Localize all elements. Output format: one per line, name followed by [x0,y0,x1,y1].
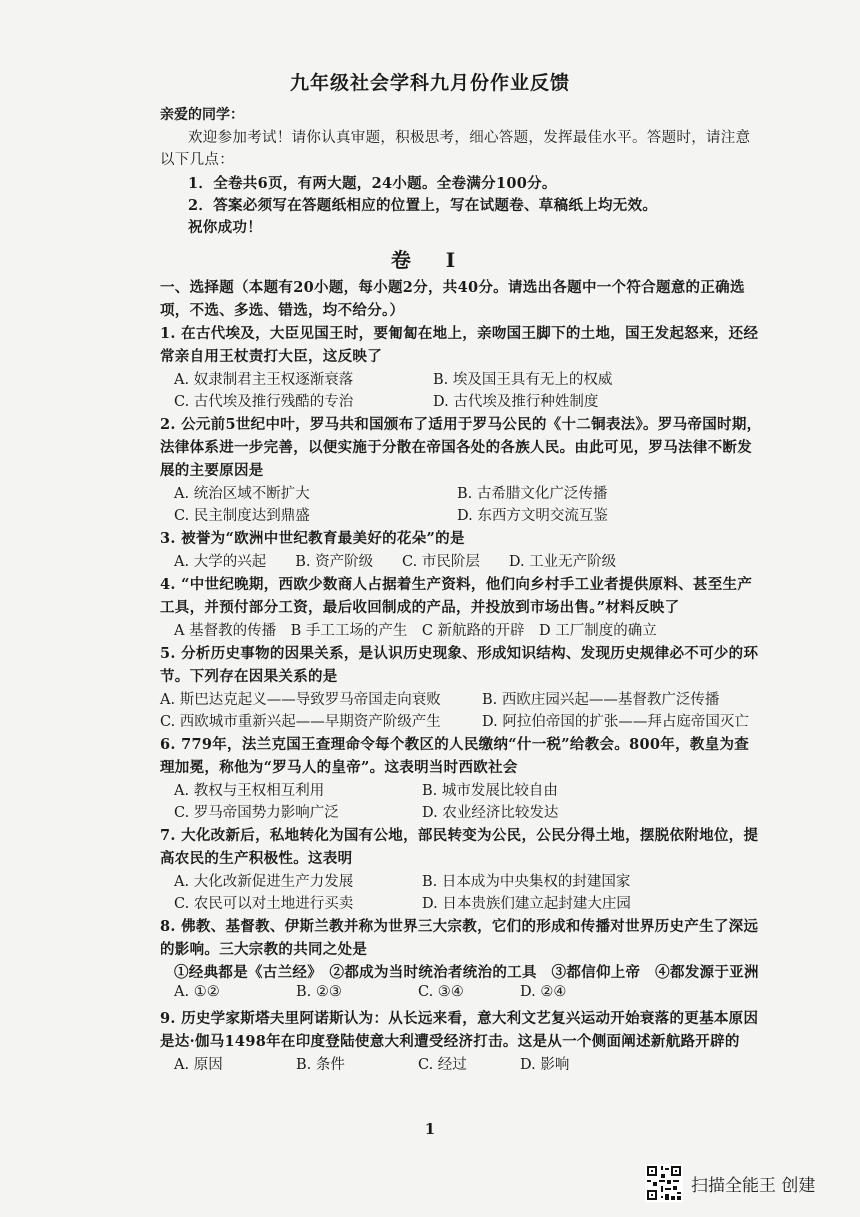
note-2: 2．答案必须写在答题纸相应的位置上，写在试题卷、草稿纸上均无效。 [188,197,658,214]
q7-option-a: A. 大化改新促进生产力发展 [174,874,354,890]
qr-code-icon [645,1164,683,1202]
q6-option-a: A. 教权与王权相互利用 [174,783,325,799]
q7-option-b: B. 日本成为中央集权的封建国家 [422,874,631,890]
q5-option-b: B. 西欧庄园兴起——基督教广泛传播 [482,692,720,708]
q6-option-b: B. 城市发展比较自由 [422,783,558,799]
question-2-line-2: 法律体系进一步完善，以便实施于分散在帝国各处的各族人民。由此可见，罗马法律不断发 [160,439,752,456]
question-9-line-2: 是达·伽马1498年在印度登陆使意大利遭受经济打击。这是从一个侧面阐述新航路开辟的 [160,1033,740,1050]
q2-option-d: D. 东西方文明交流互鉴 [457,508,608,524]
wish: 祝你成功！ [188,219,262,236]
q9-option-b: B. 条件 [296,1057,345,1073]
question-9-line-1: 9. 历史学家斯塔夫里阿诺斯认为：从长远来看，意大利文艺复兴运动开始衰落的更基本原因 [160,1010,759,1027]
question-5-line-2: 节。下列存在因果关系的是 [160,668,338,685]
question-8-line-2: 的影响。三大宗教的共同之处是 [160,941,368,958]
question-8-statements: ①经典都是《古兰经》 ②都成为当时统治者统治的工具 ③都信仰上帝 ④都发源于亚洲 [174,964,759,981]
q6-option-c: C. 罗马帝国势力影响广泛 [174,805,339,821]
page-title: 九年级社会学科九月份作业反馈 [289,72,570,94]
question-3-line-1: 3. 被誉为“欧洲中世纪教育最美好的花朵”的是 [160,530,465,547]
q3-options: A. 大学的兴起 B. 资产阶级 C. 市民阶层 D. 工业无产阶级 [174,554,617,570]
q4-options: A 基督教的传播 B 手工工场的产生 C 新航路的开辟 D 工厂制度的确立 [174,623,657,639]
q9-option-d: D. 影响 [520,1057,570,1073]
q7-option-c: C. 农民可以对土地进行买卖 [174,896,354,912]
question-5-line-1: 5. 分析历史事物的因果关系，是认识历史现象、形成知识结构、发现历史规律必不可少的环 [160,645,759,662]
q1-option-d: D. 古代埃及推行种姓制度 [433,394,599,410]
q8-option-b: B. ②③ [296,984,342,1000]
q2-option-b: B. 古希腊文化广泛传播 [457,486,608,502]
greeting: 亲爱的同学： [160,107,244,123]
q5-option-a: A. 斯巴达克起义——导致罗马帝国走向衰败 [160,692,441,708]
question-8-line-1: 8. 佛教、基督教、伊斯兰教并称为世界三大宗教，它们的形成和传播对世界历史产生了深远 [160,918,759,935]
q1-option-b: B. 埃及国王具有无上的权威 [433,372,613,388]
question-1-line-1: 1. 在古代埃及，大臣见国王时，要匍匐在地上，亲吻国王脚下的土地，国王发起怒来，还经 [160,325,759,342]
question-2-line-1: 2. 公元前5世纪中叶，罗马共和国颁布了适用于罗马公民的《十二铜表法》。罗马帝国时期， [160,416,762,433]
q2-option-c: C. 民主制度达到鼎盛 [174,508,310,524]
question-7-line-2: 高农民的生产积极性。这表明 [160,850,353,867]
question-1-line-2: 常亲自用王杖责打大臣，这反映了 [160,348,382,365]
q5-option-d: D. 阿拉伯帝国的扩张——拜占庭帝国灭亡 [482,714,749,730]
q8-option-a: A. ①② [174,984,220,1000]
volume-heading: 卷 I [390,248,470,272]
scanner-watermark [645,1164,815,1202]
intro-line-1: 欢迎参加考试！请你认真审题，积极思考，细心答题，发挥最佳水平。答题时，请注意 [188,130,751,146]
q7-option-d: D. 日本贵族们建立起封建大庄园 [422,896,631,912]
q9-option-c: C. 经过 [418,1057,467,1073]
q8-option-d: D. ②④ [520,984,567,1000]
note-1: 1．全卷共6页，有两大题，24小题。全卷满分100分。 [188,175,557,192]
intro-line-2: 以下几点： [160,152,234,168]
question-4-line-2: 工具，并预付部分工资，最后收回制成的产品，并投放到市场出售。”材料反映了 [160,599,680,616]
question-4-line-1: 4. “中世纪晚期，西欧少数商人占据着生产资料，他们向乡村手工业者提供原料、甚至生产 [160,576,753,593]
q1-option-a: A. 奴隶制君主王权逐渐衰落 [174,372,354,388]
section-instruction-1: 一、选择题（本题有20小题，每小题2分，共40分。请选出各题中一个符合题意的正确选 [160,279,745,296]
watermark-text: 扫描全能王 创建 [691,1175,816,1196]
question-6-line-1: 6. 779年，法兰克国王查理命令每个教区的人民缴纳“什一税”给教会。800年，教皇为查 [160,736,750,753]
q9-option-a: A. 原因 [174,1057,223,1073]
q8-option-c: C. ③④ [418,984,464,1000]
question-6-line-2: 理加冕，称他为“罗马人的皇帝”。这表明当时西欧社会 [160,759,518,776]
q5-option-c: C. 西欧城市重新兴起——早期资产阶级产生 [160,714,441,730]
section-instruction-2: 项，不选、多选、错选，均不给分。） [160,302,405,319]
question-7-line-1: 7. 大化改新后，私地转化为国有公地，部民转变为公民，公民分得土地，摆脱依附地位，提 [160,827,759,844]
q2-option-a: A. 统治区域不断扩大 [174,486,310,502]
q1-option-c: C. 古代埃及推行残酷的专治 [174,394,354,410]
question-2-line-3: 展的主要原因是 [160,462,264,479]
page-number: 1 [424,1120,436,1138]
q6-option-d: D. 农业经济比较发达 [422,805,559,821]
